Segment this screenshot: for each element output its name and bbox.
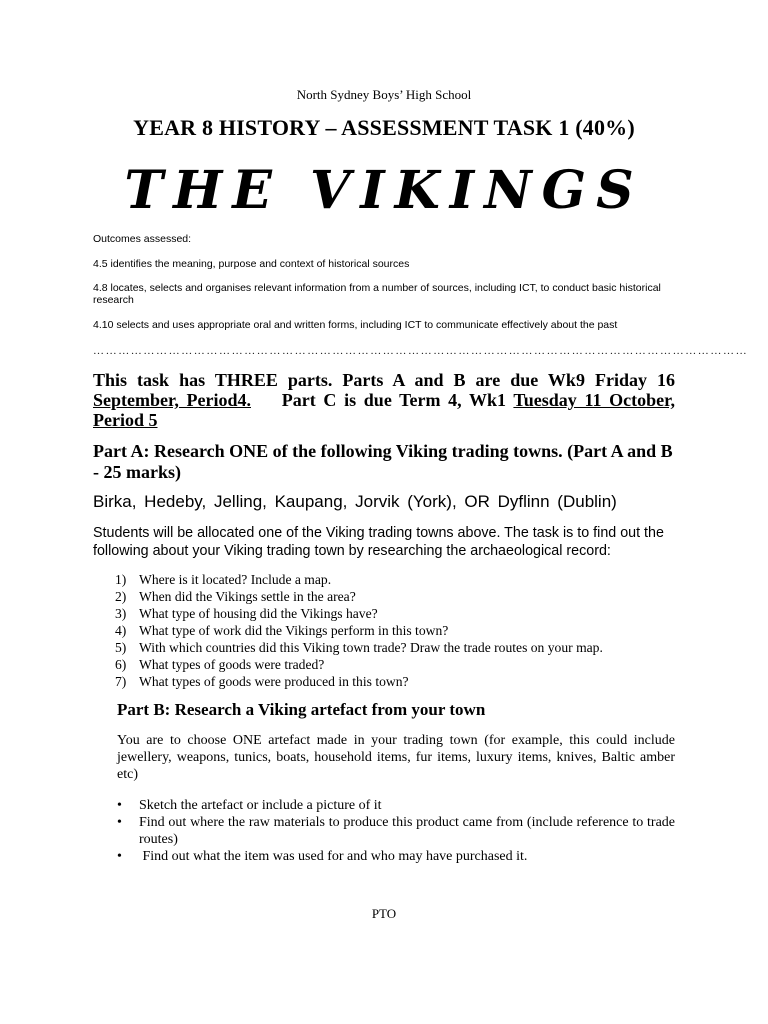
due-date-parts-ab: September, Period4. (93, 390, 251, 410)
list-item (117, 814, 675, 848)
intro-text-2: Part C is due Term 4, Wk1 (251, 390, 514, 410)
list-text: Sketch the artefact or include a picture of it (139, 798, 382, 813)
bullet-list (117, 797, 675, 865)
list-item (115, 588, 603, 605)
list-item (115, 639, 603, 656)
list-number: 7) (115, 674, 127, 689)
bullet-icon: • (117, 798, 122, 813)
list-text: Where is it located? Include a map. (139, 572, 332, 587)
outcome-item: 4.10 selects and uses appropriate oral and written forms, including ICT to communicate effectively about the past (93, 319, 618, 331)
town-list: Birka, Hedeby, Jelling, Kaupang, Jorvik (York), OR Dyflinn (Dublin) (93, 492, 617, 511)
list-text: When did the Vikings settle in the area? (139, 589, 356, 604)
list-number: 6) (115, 657, 127, 672)
bullet-icon: • (117, 815, 122, 830)
list-number: 2) (115, 589, 127, 604)
list-text: What type of work did the Vikings perform in this town? (139, 623, 449, 638)
list-item (115, 622, 603, 639)
list-item (115, 673, 603, 690)
task-title: YEAR 8 HISTORY – ASSESSMENT TASK 1 (40%) (133, 115, 635, 140)
list-text: Find out where the raw materials to produce this product came from (include reference to trade routes) (139, 815, 675, 847)
part-b-description: You are to choose ONE artefact made in your trading town (for example, this could include jewellery, weapons, tunics, boats, household items, fur items, luxury items, knives, Baltic amber etc) (117, 733, 675, 782)
school-name: North Sydney Boys’ High School (296, 87, 472, 102)
intro-text: This task has THREE parts. Parts A and B are due Wk9 Friday 16 (93, 370, 675, 390)
bullet-icon: • (117, 849, 122, 864)
topic-title: THE VIKINGS (124, 160, 644, 221)
outcome-item: 4.5 identifies the meaning, purpose and context of historical sources (93, 258, 410, 270)
list-text: What type of housing did the Vikings have? (139, 606, 378, 621)
due-date-part-c: Tuesday 11 October, Period 5 (93, 390, 675, 430)
list-item (117, 848, 675, 865)
list-number: 3) (115, 606, 127, 621)
list-number: 4) (115, 623, 127, 638)
part-a-description: Students will be allocated one of the Viking trading towns above. The task is to find out the following about your Viking trading town by researching the archaeological record: (93, 525, 664, 559)
list-text: Find out what the item was used for and who may have purchased it. (139, 849, 528, 864)
list-text: With which countries did this Viking town trade? Draw the trade routes on your map. (139, 640, 603, 655)
list-number: 5) (115, 640, 127, 655)
list-item (117, 797, 675, 814)
task-intro (93, 370, 675, 430)
list-item (115, 571, 603, 588)
part-a-heading: Part A: Research ONE of the following Viking trading towns. (Part A and B - 25 marks) (93, 441, 673, 482)
outcomes-heading: Outcomes assessed: (93, 233, 192, 245)
page-turn-over: PTO (371, 906, 397, 921)
question-list (115, 571, 603, 690)
outcome-item: 4.8 locates, selects and organises relevant information from a number of sources, including ICT, to conduct basic historical research (93, 282, 661, 306)
dotted-separator: ………………………………………………………………………………………………………………………………………… (93, 345, 749, 357)
list-text: What types of goods were traded? (139, 657, 325, 672)
list-item (115, 656, 603, 673)
list-text: What types of goods were produced in this town? (139, 674, 409, 689)
list-number: 1) (115, 572, 127, 587)
part-b-heading: Part B: Research a Viking artefact from your town (117, 700, 486, 719)
list-item (115, 605, 603, 622)
